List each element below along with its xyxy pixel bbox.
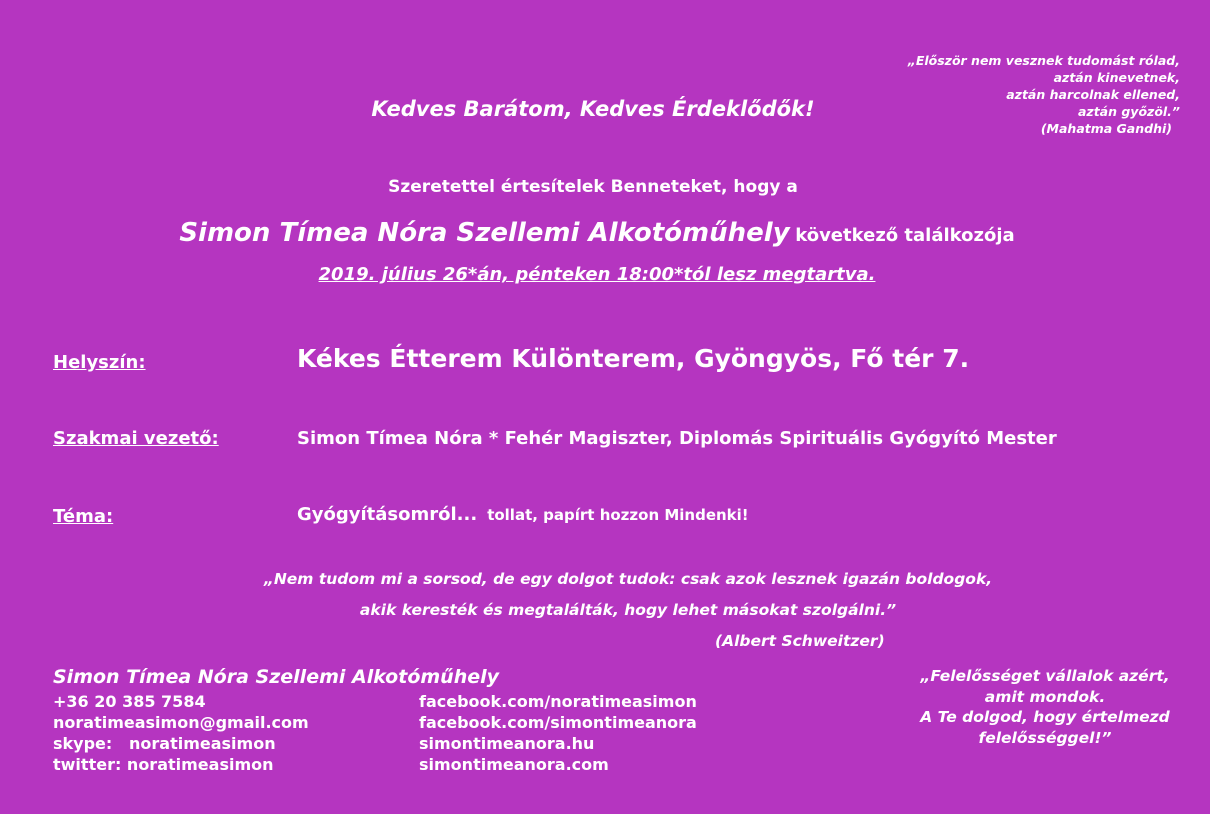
- responsibility-quote-line: „Felelősséget vállalok azért,: [920, 667, 1170, 685]
- footer-phone: +36 20 385 7584: [53, 692, 206, 711]
- schweitzer-quote-author: (Albert Schweitzer): [715, 632, 885, 650]
- responsibility-quote-line: A Te dolgod, hogy értelmezd: [920, 708, 1170, 726]
- leader-label: Szakmai vezető:: [53, 428, 219, 449]
- gandhi-quote-line: aztán harcolnak ellened,: [1006, 87, 1180, 102]
- gandhi-quote-line: „Először nem vesznek tudomást rólad,: [907, 53, 1180, 68]
- gandhi-quote-author: (Mahatma Gandhi): [1040, 121, 1172, 136]
- workshop-title-suffix: következő találkozója: [795, 225, 1015, 246]
- responsibility-quote-line: felelősséggel!”: [978, 728, 1112, 747]
- notify-text: Szeretettel értesítelek Benneteket, hogy a: [388, 177, 798, 197]
- footer-twitter: twitter: noratimeasimon: [53, 755, 274, 774]
- footer-website-com: simontimeanora.com: [419, 755, 609, 774]
- gandhi-quote-line: aztán kinevetnek,: [1053, 70, 1180, 85]
- gandhi-quote: [908, 52, 1180, 137]
- footer-website-hu: simontimeanora.hu: [419, 734, 595, 753]
- event-date: 2019. július 26*án, pénteken 18:00*tól lesz megtartva.: [318, 264, 876, 285]
- footer-skype: skype: noratimeasimon: [53, 734, 276, 753]
- topic-label: Téma:: [53, 506, 114, 527]
- topic-row: [297, 504, 749, 525]
- workshop-title-line: [0, 218, 1194, 248]
- footer-email: noratimeasimon@gmail.com: [53, 713, 309, 732]
- leader-value: Simon Tímea Nóra * Fehér Magiszter, Diplomás Spirituális Gyógyító Mester: [297, 428, 1057, 449]
- schweitzer-quote-line-1: „Nem tudom mi a sorsod, de egy dolgot tudok: csak azok lesznek igazán boldogok,: [263, 570, 993, 588]
- footer-facebook-1: facebook.com/noratimeasimon: [419, 692, 697, 711]
- responsibility-quote-line: amit mondok.: [984, 687, 1106, 706]
- footer-facebook-2: facebook.com/simontimeanora: [419, 713, 697, 732]
- location-label: Helyszín:: [53, 352, 146, 373]
- location-value: Kékes Étterem Különterem, Gyöngyös, Fő tér 7.: [297, 344, 970, 373]
- workshop-name: Simon Tímea Nóra Szellemi Alkotóműhely: [179, 218, 790, 248]
- topic-note: tollat, papírt hozzon Mindenki!: [487, 506, 749, 524]
- greeting-heading: Kedves Barátom, Kedves Érdeklődők!: [371, 97, 815, 121]
- gandhi-quote-line: aztán győzöl.”: [1077, 104, 1180, 119]
- schweitzer-quote-line-2: akik keresték és megtalálták, hogy lehet másokat szolgálni.”: [359, 601, 897, 619]
- topic-value: Gyógyításomról...: [297, 504, 478, 525]
- responsibility-quote: [900, 666, 1190, 748]
- footer-title: Simon Tímea Nóra Szellemi Alkotóműhely: [53, 666, 500, 688]
